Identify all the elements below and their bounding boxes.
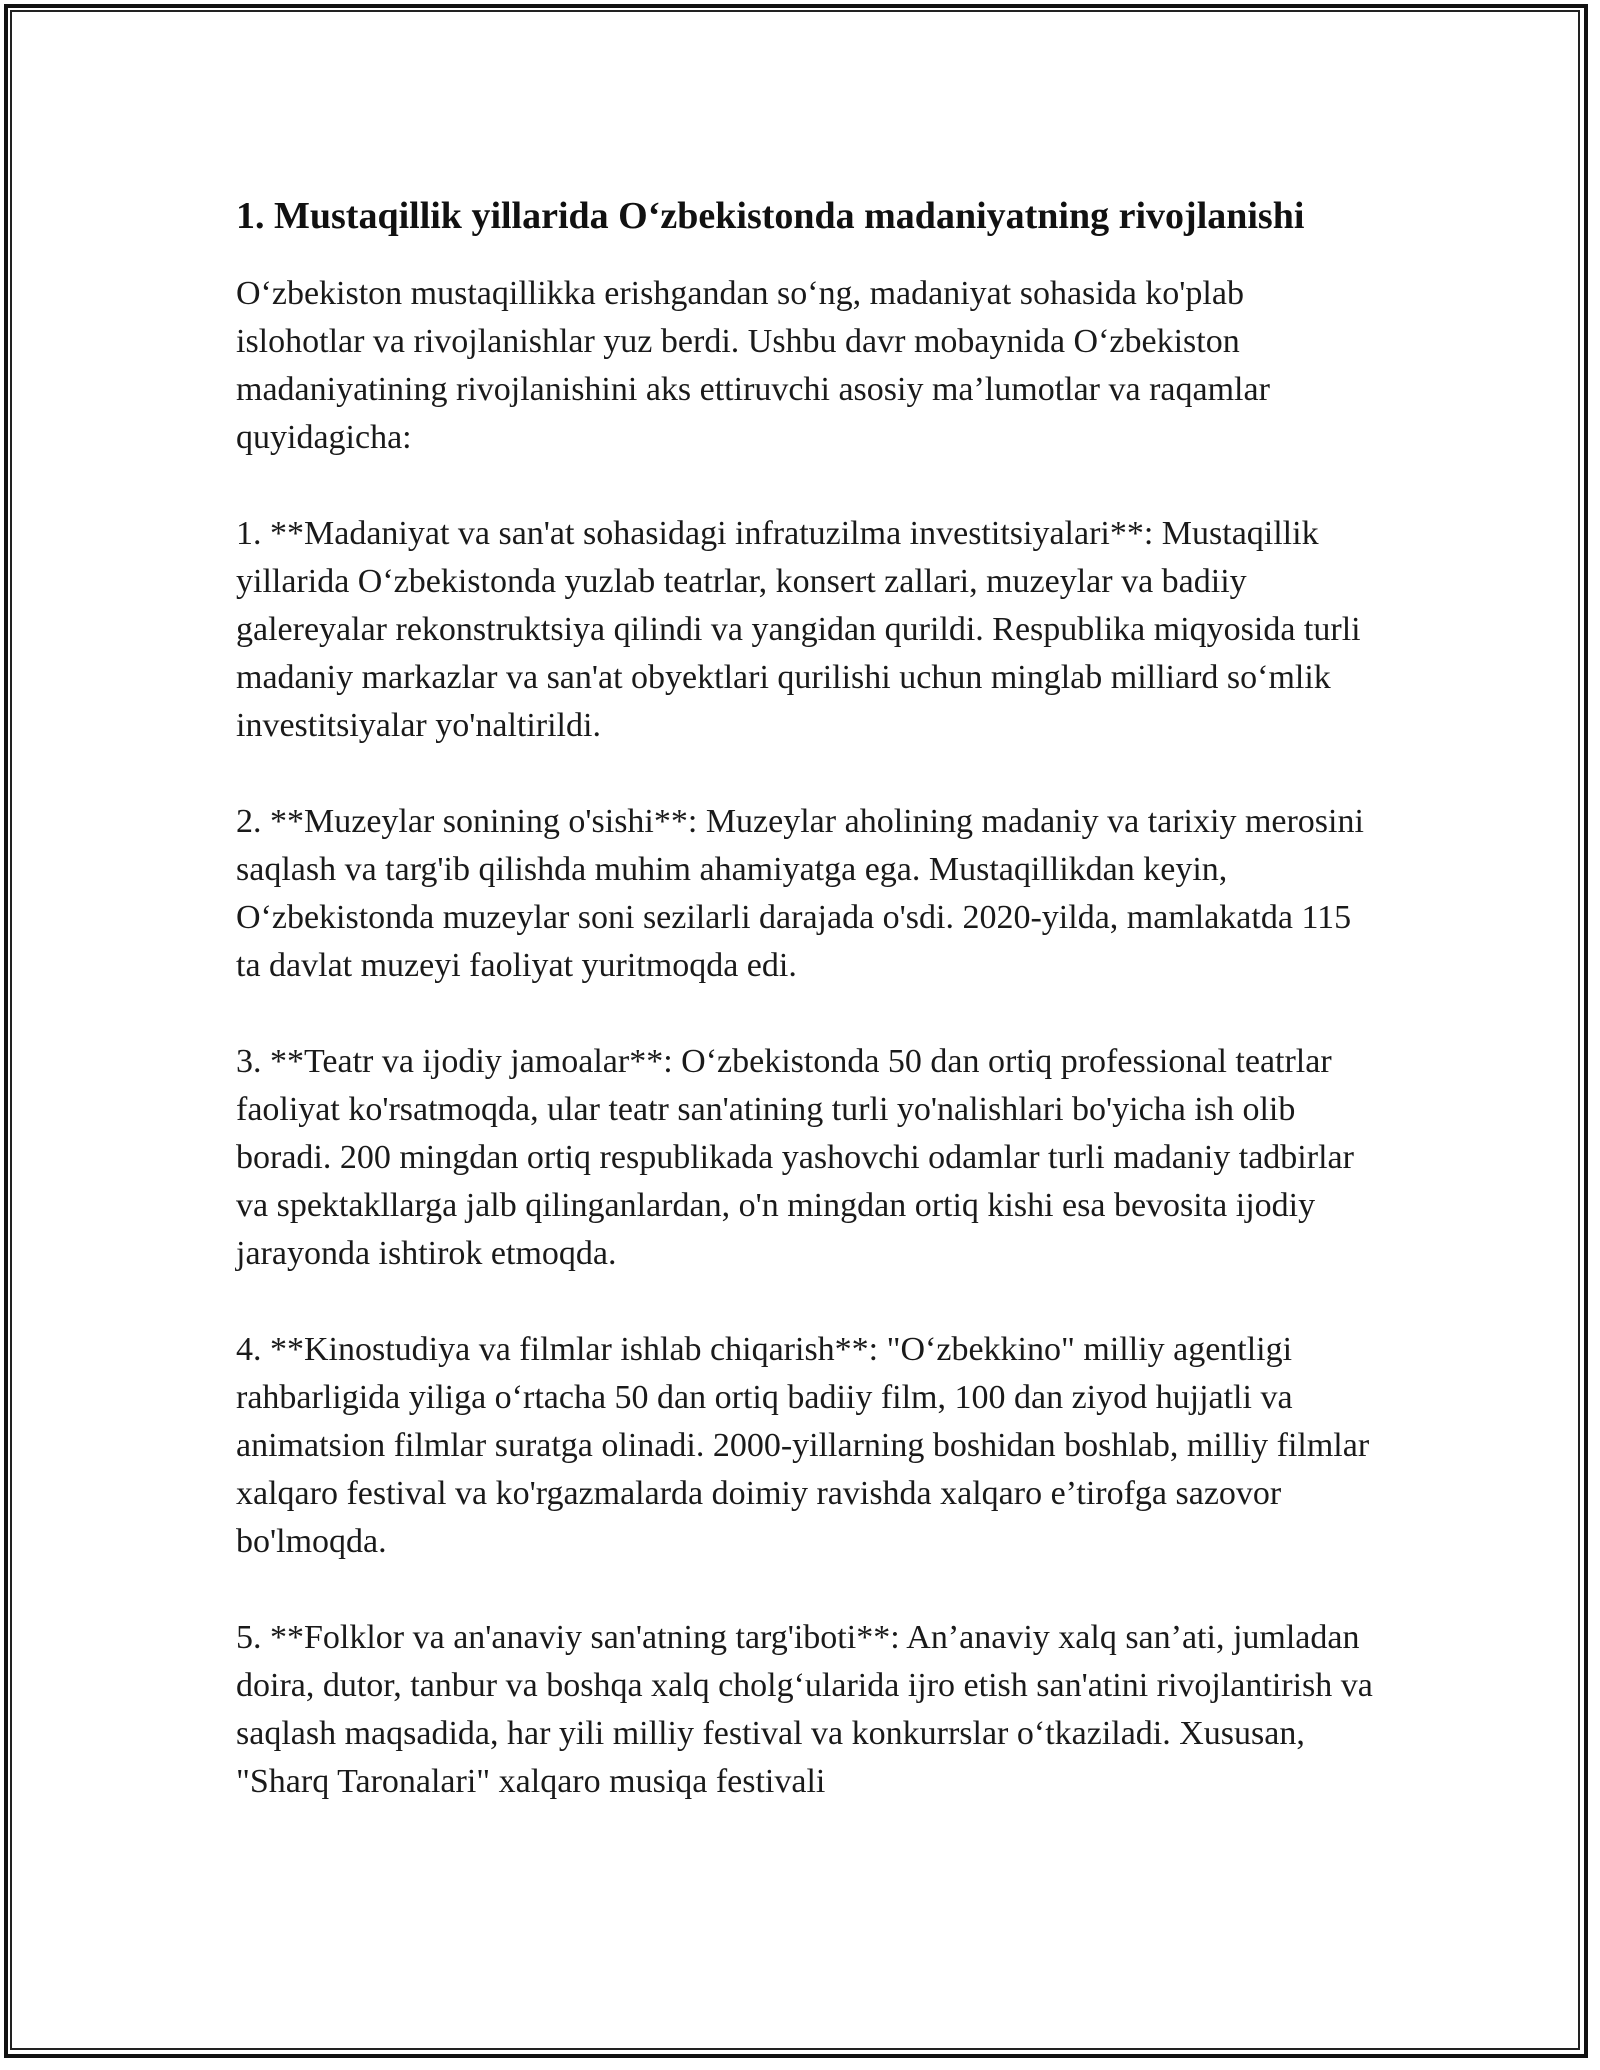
paragraph-cinema: 4. **Kinostudiya va filmlar ishlab chiqarish**: "O‘zbekkino" milliy agentligi rahbarligida yiliga o‘rtacha 50 dan ortiq badiiy film, 100 dan ziyod hujjatli va animatsion filmlar suratga olinadi. 2000-yillarning boshidan boshlab, milliy filmlar xalqaro festival va ko'rgazmalarda doimiy ravishda xalqaro e’tirofga sazovor bo'lmoqda. (236, 1331, 1370, 1560)
document-body (236, 188, 1376, 1854)
paragraph-folklore: 5. **Folklor va an'anaviy san'atning targ'iboti**: An’anaviy xalq san’ati, jumladan doira, dutor, tanbur va boshqa xalq cholg‘ularida ijro etish san'atini rivojlantirish va saqlash maqsadida, har yili milliy festival va konkurrslar o‘tkaziladi. Xususan, "Sharq Taronalari" xalqaro musiqa festivali (236, 1619, 1373, 1800)
intro-paragraph: O‘zbekiston mustaqillikka erishgandan so‘ng, madaniyat sohasida ko'plab islohotlar va rivojlanishlar yuz berdi. Ushbu davr mobaynida O‘zbekiston madaniyatining rivojlanishini aks ettiruvchi asosiy ma’lumotlar va raqamlar quyidagicha: (236, 275, 1270, 456)
section-heading: 1. Mustaqillik yillarida O‘zbekistonda madaniyatning rivojlanishi (236, 195, 1305, 237)
paragraph-museums: 2. **Muzeylar sonining o'sishi**: Muzeylar aholining madaniy va tarixiy merosini saqlash va targ'ib qilishda muhim ahamiyatga ega. Mustaqillikdan keyin, O‘zbekistonda muzeylar soni sezilarli darajada o'sdi. 2020-yilda, mamlakatda 115 ta davlat muzeyi faoliyat yuritmoqda edi. (236, 803, 1364, 984)
paragraph-theatres: 3. **Teatr va ijodiy jamoalar**: O‘zbekistonda 50 dan ortiq professional teatrlar faoliyat ko'rsatmoqda, ular teatr san'atining turli yo'nalishlari bo'yicha ish olib boradi. 200 mingdan ortiq respublikada yashovchi odamlar turli madaniy tadbirlar va spektakllarga jalb qilinganlardan, o'n mingdan ortiq kishi esa bevosita ijodiy jarayonda ishtirok etmoqda. (236, 1043, 1354, 1272)
paragraph-infrastructure: 1. **Madaniyat va san'at sohasidagi infratuzilma investitsiyalari**: Mustaqillik yillarida O‘zbekistonda yuzlab teatrlar, konsert zallari, muzeylar va badiiy galereyalar rekonstruktsiya qilindi va yangidan qurildi. Respublika miqyosida turli madaniy markazlar va san'at obyektlari qurilishi uchun minglab milliard so‘mlik investitsiyalar yo'naltirildi. (236, 515, 1361, 744)
